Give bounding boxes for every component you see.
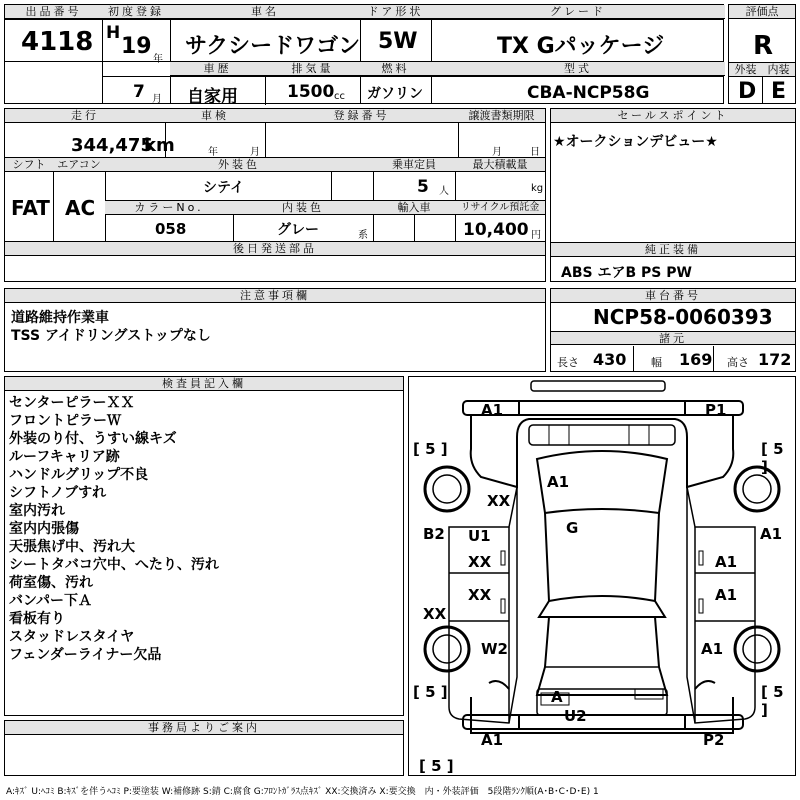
- tire-rl-value: 5: [425, 683, 436, 701]
- spec-block: [4, 158, 546, 242]
- capacity-label: 乗車定員: [373, 158, 455, 172]
- score: R: [753, 31, 774, 61]
- spare-tire-value: 5: [431, 757, 442, 775]
- header-block: [4, 4, 724, 107]
- score-label: 評価点: [729, 5, 795, 19]
- aircon-label: エアコン: [53, 158, 105, 172]
- damage-right-rear-door: A1: [715, 586, 738, 604]
- import-label: 輸入車: [373, 201, 455, 215]
- inspector-line: フェンダーライナー欠品: [9, 647, 162, 663]
- notes-line-1: 道路維持作業車: [11, 310, 109, 326]
- interior-grade: E: [771, 79, 787, 104]
- reg-no-label: 登録番号: [265, 109, 458, 123]
- exterior-grade-label: 外装: [729, 63, 762, 77]
- door-label: ドア形状: [360, 5, 431, 19]
- inspector-line: 室内内張傷: [9, 521, 79, 537]
- spare-tire-score: [ 5 ]: [419, 757, 454, 775]
- grade-label: グレード: [431, 5, 725, 19]
- office-block: [4, 720, 404, 776]
- equipment-label: 純正装備: [551, 243, 795, 257]
- length: 430: [593, 350, 627, 369]
- later-parts-label: 後日発送部品: [5, 242, 545, 256]
- interior-grade-label: 内装: [762, 63, 795, 77]
- displacement: 1500: [287, 82, 335, 102]
- inspector-line: ルーフキャリア跡: [9, 449, 120, 465]
- damage-left-front-door: U1: [468, 527, 491, 545]
- history: 自家用: [187, 87, 238, 107]
- height-label: 高さ: [727, 356, 749, 369]
- notes-block: [4, 288, 546, 372]
- inspector-line: 室内汚れ: [9, 503, 65, 519]
- mileage-unit: km: [144, 135, 175, 156]
- damage-left-rear-fender: W2: [481, 640, 508, 658]
- inspector-line: スタッドレスタイヤ: [9, 629, 135, 645]
- damage-front-left: A1: [481, 401, 504, 419]
- first-reg-era: H: [106, 23, 121, 43]
- damage-right-front-door: A1: [715, 553, 738, 571]
- inspector-line: バンパー下Ａ: [9, 593, 93, 609]
- equipment: ABS エアB PS PW: [561, 265, 692, 281]
- damage-left-front-door-2: XX: [468, 553, 492, 571]
- tire-rr-value: 5: [773, 683, 784, 701]
- inspection-month-unit: 月: [250, 147, 260, 158]
- car-outline-diagram: [409, 377, 795, 775]
- damage-right-front-fender: A1: [760, 525, 783, 543]
- exterior-grade: D: [738, 79, 757, 104]
- inspector-block: [4, 376, 404, 716]
- first-reg-year-unit: 年: [153, 54, 163, 65]
- transfer-day-unit: 日: [530, 147, 540, 158]
- later-parts-block: [4, 242, 546, 282]
- first-reg-month-unit: 月: [152, 94, 162, 105]
- damage-rear-bumper: U2: [564, 707, 587, 725]
- inspector-line: シフトノブすれ: [9, 485, 107, 501]
- inspection-year-unit: 年: [208, 147, 218, 158]
- damage-rear-right: P2: [703, 731, 725, 749]
- fuel-label: 燃料: [360, 62, 431, 76]
- aircon: AC: [65, 196, 96, 220]
- width-label: 幅: [651, 356, 662, 369]
- damage-left-pillar: XX: [487, 492, 511, 510]
- history-label: 車歴: [170, 62, 265, 76]
- sales-point-label: セールスポイント: [551, 109, 795, 123]
- notes-line-2: TSS アイドリングストップなし: [11, 328, 211, 344]
- inspector-line: シートタバコ穴中、へたり、汚れ: [9, 557, 219, 573]
- inspector-line: フロントピラーＷ: [9, 413, 121, 429]
- lot-label: 出品番号: [5, 5, 102, 19]
- legend: A:ｷｽﾞ U:ﾍｺﾐ B:ｷｽﾞを伴うﾍｺﾐ P:要塗装 W:補修跡 S:錆 C:腐食 G:ﾌﾛﾝﾄｶﾞﾗｽ点ｷｽﾞ XX:交換済み X:要交換 内・外装評価 5段階ﾗﾝｸ順(A･B･C･D･E) 1: [6, 787, 599, 797]
- equipment-block: [550, 242, 796, 282]
- car-name-label: 車名: [170, 5, 360, 19]
- sales-point: ★オークションデビュー★: [553, 134, 718, 150]
- chassis-block: [550, 288, 796, 372]
- grade: TX Gパッケージ: [497, 34, 665, 59]
- displacement-label: 排気量: [265, 62, 360, 76]
- max-load-label: 最大積載量: [455, 158, 545, 172]
- lot-number: 4118: [21, 27, 94, 57]
- inspector-label: 検査員記入欄: [5, 377, 403, 391]
- int-color: グレー: [277, 222, 319, 238]
- notes-label: 注意事項欄: [5, 289, 545, 303]
- sales-point-block: [550, 108, 796, 254]
- damage-roof: G: [566, 519, 579, 537]
- length-label: 長さ: [557, 356, 579, 369]
- inspector-line: 天張焦げ中、汚れ大: [9, 539, 135, 555]
- tire-fr-value: 5: [773, 440, 784, 458]
- mileage-block: [4, 108, 546, 158]
- capacity: 5: [417, 177, 429, 197]
- shift: FAT: [11, 196, 50, 220]
- specs-label: 諸元: [551, 331, 795, 345]
- tire-fr-score: [ 5 ]: [761, 440, 784, 476]
- damage-hood: A1: [547, 473, 570, 491]
- max-load-unit: kg: [531, 183, 544, 194]
- first-reg-year: 19: [121, 34, 152, 59]
- score-block: [728, 4, 796, 104]
- inspector-line: 看板有り: [9, 611, 65, 627]
- mileage: 344,475: [71, 135, 153, 156]
- damage-left-rear-door: XX: [468, 586, 492, 604]
- office-label: 事務局よりご案内: [5, 721, 403, 735]
- damage-diagram: [408, 376, 796, 776]
- chassis: NCP58-0060393: [593, 305, 773, 329]
- recycle-unit: 円: [531, 230, 541, 241]
- car-name: サクシードワゴン: [185, 34, 361, 59]
- damage-left-rear-quarter: XX: [423, 605, 447, 623]
- damage-front-right: P1: [705, 401, 727, 419]
- width: 169: [679, 350, 713, 369]
- damage-left-front-fender: B2: [423, 525, 445, 543]
- shift-label: シフト: [5, 158, 53, 172]
- fuel: ガソリン: [367, 86, 423, 102]
- int-color-label: 内装色: [233, 201, 373, 215]
- displacement-unit: cc: [334, 91, 345, 102]
- color-no-label: カラーNo.: [105, 201, 233, 215]
- door-type: 5W: [378, 29, 418, 54]
- tire-fl-score: [ 5 ]: [413, 440, 448, 458]
- mileage-label: 走行: [5, 109, 165, 123]
- recycle: 10,400: [463, 220, 529, 240]
- tire-fl-value: 5: [425, 440, 436, 458]
- inspection-label: 車検: [165, 109, 265, 123]
- first-reg-month: 7: [133, 82, 145, 102]
- inspector-lines: [9, 394, 219, 664]
- recycle-label: リサイクル預託金: [455, 201, 545, 215]
- inspector-line: 外装のり付、うすい線キズ: [9, 431, 177, 447]
- damage-rear-left: A1: [481, 731, 504, 749]
- height: 172: [758, 350, 792, 369]
- damage-right-rear-fender: A1: [701, 640, 724, 658]
- inspector-line: ハンドルグリップ不良: [9, 467, 149, 483]
- tire-rl-score: [ 5 ]: [413, 683, 448, 701]
- model: CBA-NCP58G: [527, 83, 650, 103]
- int-color-suffix: 系: [358, 230, 368, 241]
- transfer-label: 譲渡書類期限: [458, 109, 545, 123]
- inspector-line: センターピラーＸＸ: [9, 395, 135, 411]
- ext-color-label: 外装色: [105, 158, 373, 172]
- damage-rear-panel: A: [551, 688, 563, 706]
- color-no: 058: [155, 220, 187, 238]
- tire-rr-score: [ 5 ]: [761, 683, 784, 719]
- transfer-month-unit: 月: [492, 147, 502, 158]
- first-reg-label: 初度登録: [102, 5, 170, 19]
- model-label: 型式: [431, 62, 725, 76]
- capacity-unit: 人: [439, 186, 449, 197]
- chassis-label: 車台番号: [551, 289, 795, 303]
- inspector-line: 荷室傷、汚れ: [9, 575, 93, 591]
- ext-color: シテイ: [203, 180, 245, 196]
